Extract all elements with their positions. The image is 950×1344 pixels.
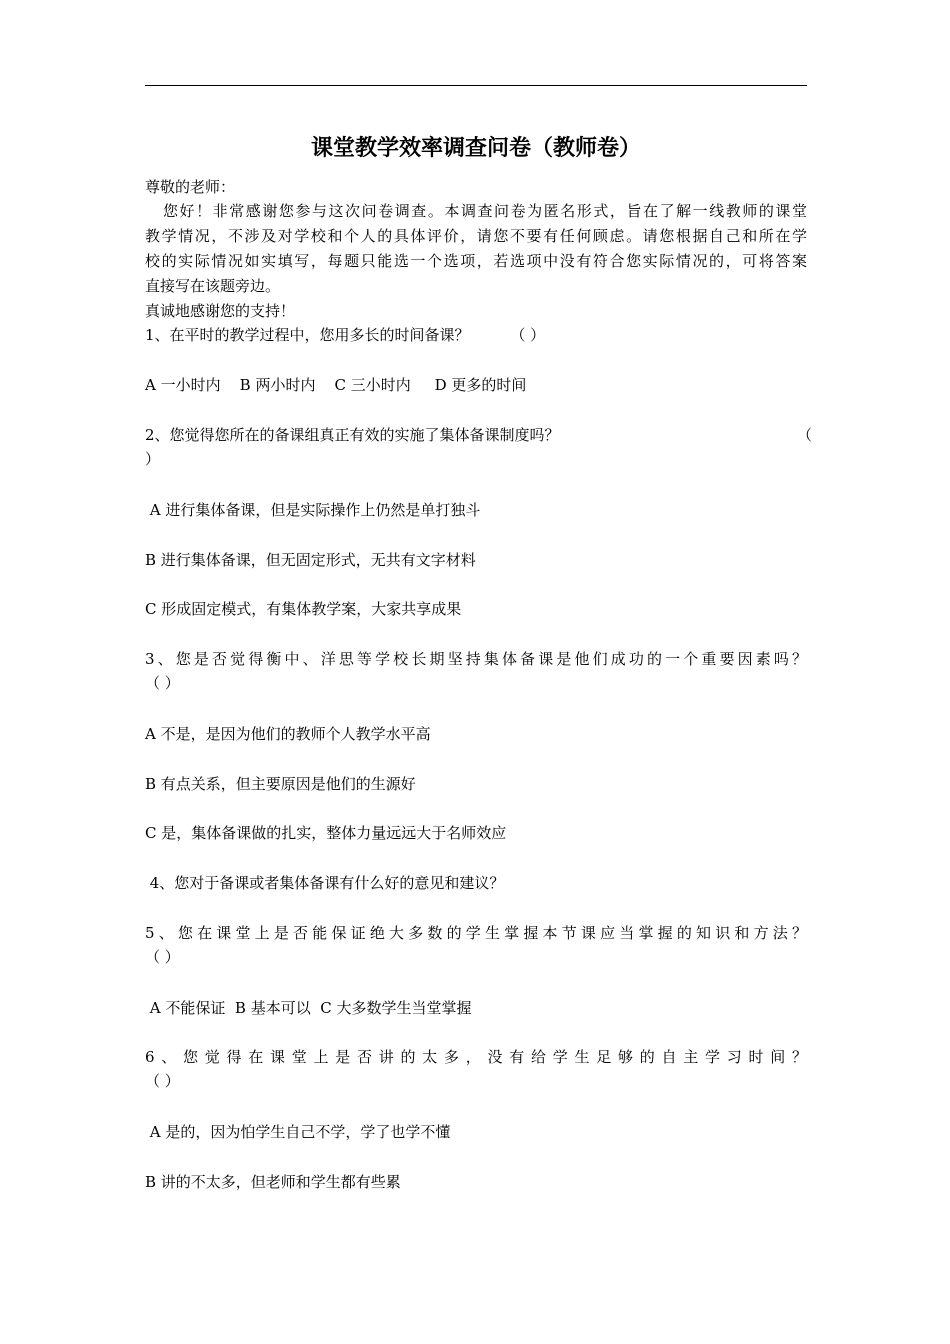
question-6-option-a: A 是的，因为怕学生自己不学，学了也学不懂 bbox=[145, 1123, 451, 1141]
thanks-line: 真诚地感谢您的支持！ bbox=[145, 302, 296, 320]
intro-line-4: 直接写在该题旁边。 bbox=[145, 277, 281, 295]
question-2-option-b: B 进行集体备课，但无固定形式，无共有文字材料 bbox=[145, 551, 476, 569]
header-rule bbox=[145, 85, 807, 86]
question-3-option-c: C 是，集体备课做的扎实，整体力量远远大于名师效应 bbox=[145, 824, 507, 842]
question-4-text: 4、您对于备课或者集体备课有什么好的意见和建议？ bbox=[145, 874, 505, 892]
question-2-option-c: C 形成固定模式，有集体教学案，大家共享成果 bbox=[145, 600, 462, 618]
question-2-text: 2、您觉得您所在的备课组真正有效的实施了集体备课制度吗？ bbox=[145, 426, 560, 444]
question-1-options: A 一小时内 B 两小时内 C 三小时内 D 更多的时间 bbox=[145, 376, 527, 394]
question-2-option-a: A 进行集体备课，但是实际操作上仍然是单打独斗 bbox=[145, 501, 481, 519]
question-5-options: A 不能保证 B 基本可以 C 大多数学生当堂掌握 bbox=[145, 999, 472, 1017]
question-1-answer-paren: （ ） bbox=[510, 326, 546, 344]
question-6-option-b: B 讲的不太多，但老师和学生都有些累 bbox=[145, 1173, 401, 1191]
question-6-text: 6、您觉得在课堂上是否讲的太多，没有给学生足够的自主学习时间？ bbox=[145, 1048, 807, 1066]
question-1-text: 1、在平时的教学过程中，您用多长的时间备课？ bbox=[145, 326, 470, 344]
question-3-option-b: B 有点关系，但主要原因是他们的生源好 bbox=[145, 775, 416, 793]
question-1 bbox=[145, 324, 545, 346]
document-title: 课堂教学效率调查问卷（教师卷） bbox=[310, 135, 641, 161]
greeting: 尊敬的老师： bbox=[145, 178, 236, 196]
intro-line-1: 您好！非常感谢您参与这次问卷调查。本调查问卷为匿名形式，旨在了解一线教师的课堂 bbox=[163, 202, 807, 220]
question-3-text: 3、您是否觉得衡中、洋思等学校长期坚持集体备课是他们成功的一个重要因素吗？ bbox=[145, 650, 807, 668]
question-2-paren-close: ） bbox=[145, 450, 161, 468]
intro-line-2: 教学情况，不涉及对学校和个人的具体评价，请您不要有任何顾虑。请您根据自己和所在学 bbox=[145, 227, 807, 245]
question-2-paren-open: （ bbox=[797, 426, 813, 444]
question-5-answer-paren: （ ） bbox=[145, 948, 180, 966]
question-5-text: 5、您在课堂上是否能保证绝大多数的学生掌握本节课应当掌握的知识和方法？ bbox=[145, 924, 807, 942]
intro-line-3: 校的实际情况如实填写，每题只能选一个选项，若选项中没有符合您实际情况的，可将答案 bbox=[145, 252, 807, 270]
question-6-answer-paren: （ ） bbox=[145, 1072, 180, 1090]
question-3-option-a: A 不是，是因为他们的教师个人教学水平高 bbox=[145, 725, 431, 743]
question-3-answer-paren: （ ） bbox=[145, 674, 180, 692]
